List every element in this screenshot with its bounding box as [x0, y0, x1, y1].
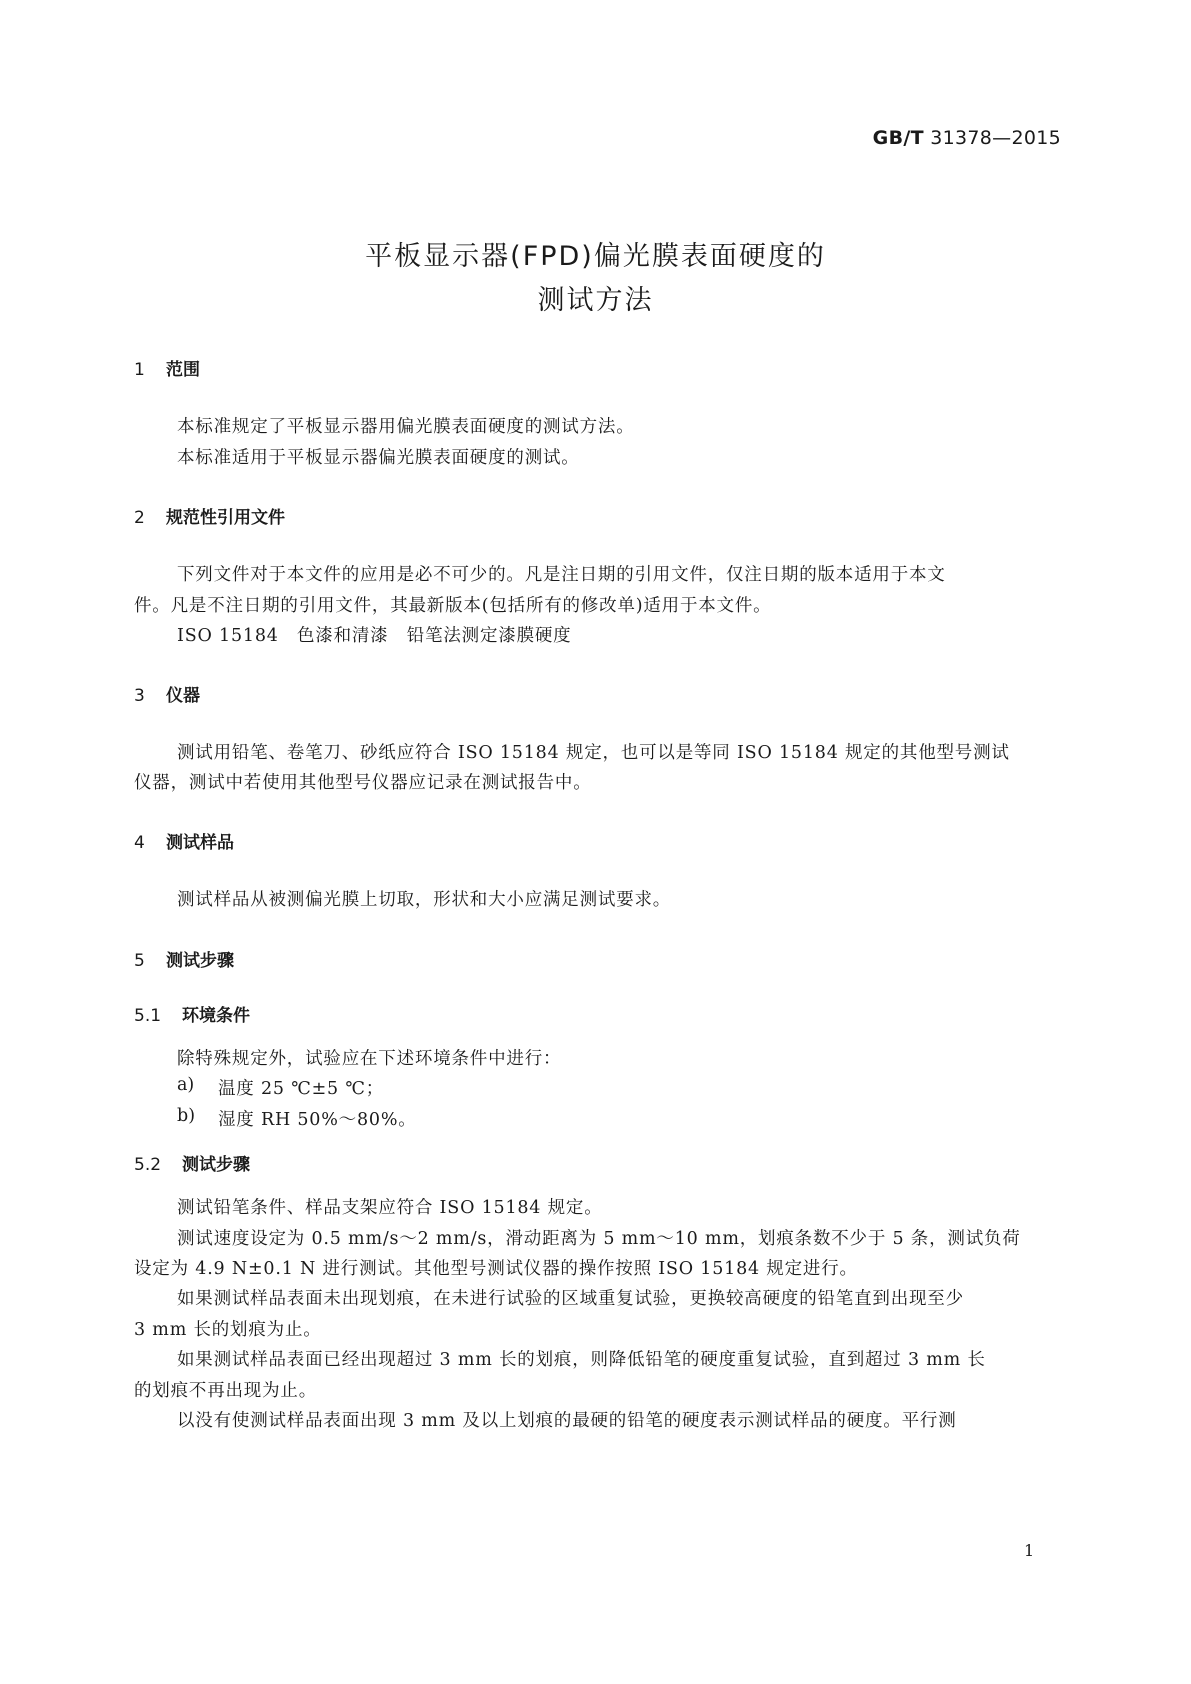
paragraph: 本标准适用于平板显示器偏光膜表面硬度的测试。 [177, 448, 580, 468]
standard-prefix: GB/T [872, 127, 924, 149]
paragraph: 以没有使测试样品表面出现 3 mm 及以上划痕的最硬的铅笔的硬度表示测试样品的硬度。平行测 [177, 1411, 957, 1431]
document-title-line1: 平板显示器(FPD)偏光膜表面硬度的 [365, 241, 826, 272]
subsection-5-1-heading [134, 1001, 250, 1026]
paragraph-continuation: 的划痕不再出现为止。 [134, 1381, 317, 1401]
section-title: 规范性引用文件 [166, 508, 285, 528]
paragraph: 本标准规定了平板显示器用偏光膜表面硬度的测试方法。 [177, 417, 635, 437]
paragraph: 下列文件对于本文件的应用是必不可少的。凡是注日期的引用文件，仅注日期的版本适用于本文 [177, 565, 946, 585]
paragraph: 测试样品从被测偏光膜上切取，形状和大小应满足测试要求。 [177, 890, 672, 910]
standard-code: 31378—2015 [930, 127, 1061, 149]
paragraph: 除特殊规定外，试验应在下述环境条件中进行： [177, 1049, 562, 1069]
section-2-heading [134, 503, 285, 528]
section-1-heading [134, 355, 200, 380]
subsection-title: 测试步骤 [182, 1155, 250, 1175]
paragraph: 如果测试样品表面未出现划痕，在未进行试验的区域重复试验，更换较高硬度的铅笔直到出现至少 [177, 1289, 964, 1309]
section-number: 5 [134, 951, 145, 971]
section-title: 仪器 [166, 686, 200, 706]
section-number: 1 [134, 360, 145, 380]
section-title: 测试步骤 [166, 951, 234, 971]
paragraph-continuation: 仪器，测试中若使用其他型号仪器应记录在测试报告中。 [134, 773, 592, 793]
section-number: 3 [134, 686, 145, 706]
section-5-heading [134, 946, 234, 971]
standard-number [873, 127, 1061, 149]
section-number: 2 [134, 508, 145, 528]
paragraph: 测试铅笔条件、样品支架应符合 ISO 15184 规定。 [177, 1198, 603, 1218]
normative-reference: ISO 15184 色漆和清漆 铅笔法测定漆膜硬度 [177, 626, 572, 646]
document-title-line2: 测试方法 [537, 285, 654, 316]
section-number: 4 [134, 833, 145, 853]
list-item-label: b) [177, 1106, 196, 1126]
paragraph-continuation: 3 mm 长的划痕为止。 [134, 1320, 322, 1340]
list-item-label: a) [177, 1075, 195, 1095]
paragraph: 测试用铅笔、卷笔刀、砂纸应符合 ISO 15184 规定，也可以是等同 ISO 15184 规定的其他型号测试 [177, 743, 1010, 763]
paragraph: 测试速度设定为 0.5 mm/s～2 mm/s，滑动距离为 5 mm～10 mm，划痕条数不少于 5 条，测试负荷 [177, 1229, 1021, 1249]
subsection-number: 5.2 [134, 1155, 162, 1175]
section-title: 范围 [166, 360, 200, 380]
section-4-heading [134, 828, 234, 853]
list-item-text: 湿度 RH 50%～80%。 [218, 1110, 417, 1130]
subsection-number: 5.1 [134, 1006, 162, 1026]
section-title: 测试样品 [166, 833, 234, 853]
paragraph-continuation: 件。凡是不注日期的引用文件，其最新版本(包括所有的修改单)适用于本文件。 [134, 596, 772, 616]
paragraph-continuation: 设定为 4.9 N±0.1 N 进行测试。其他型号测试仪器的操作按照 ISO 15184 规定进行。 [134, 1259, 858, 1279]
subsection-5-2-heading [134, 1150, 250, 1175]
paragraph: 如果测试样品表面已经出现超过 3 mm 长的划痕，则降低铅笔的硬度重复试验，直到超过 3 mm 长 [177, 1350, 986, 1370]
subsection-title: 环境条件 [182, 1006, 250, 1026]
page-number: 1 [1024, 1541, 1035, 1560]
list-item-text: 温度 25 ℃±5 ℃； [218, 1079, 385, 1099]
section-3-heading [134, 681, 200, 706]
